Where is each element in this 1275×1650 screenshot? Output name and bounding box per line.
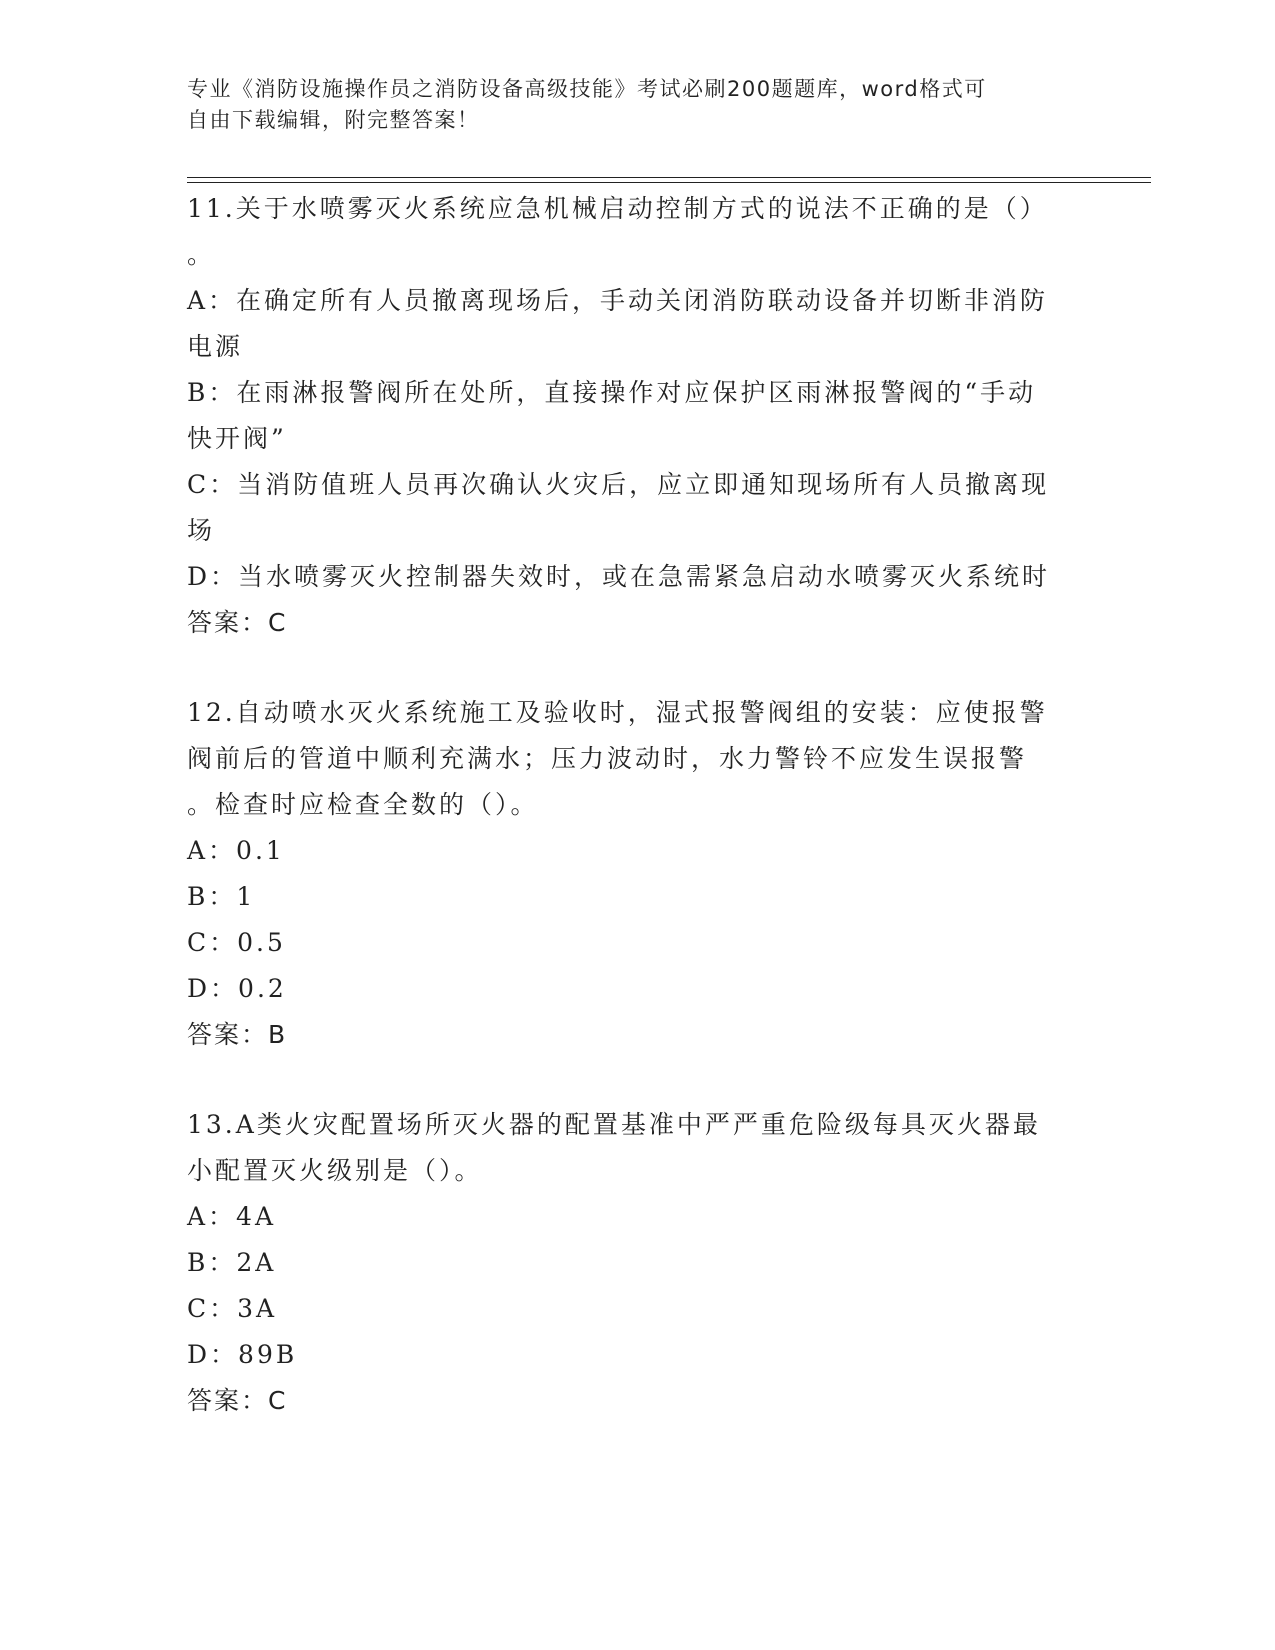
option-b-line: B：在雨淋报警阀所在处所，直接操作对应保护区雨淋报警阀的“手动 <box>187 378 1037 407</box>
option-b-line: B：1 <box>187 882 256 911</box>
header-divider-top <box>187 177 1151 178</box>
question-12 <box>187 690 1067 1058</box>
option-b-line: 快开阀” <box>187 424 287 453</box>
option-d-line: D：0.2 <box>187 974 287 1003</box>
option-c-line: C：3A <box>187 1294 278 1323</box>
answer-label: 答案：B <box>187 1020 288 1049</box>
question-stem-line: 小配置灭火级别是（）。 <box>187 1156 483 1185</box>
option-d-line: D：当水喷雾灭火控制器失效时，或在急需紧急启动水喷雾灭火系统时 <box>187 562 1051 591</box>
question-11 <box>187 186 1067 646</box>
question-spacer <box>187 646 1067 690</box>
header-divider-bottom <box>187 182 1151 183</box>
question-list <box>187 186 1067 1424</box>
question-13 <box>187 1102 1067 1424</box>
option-c-line: 场 <box>187 516 216 545</box>
header-line-1: 专业《消防设施操作员之消防设备高级技能》考试必刷200题题库，word格式可 <box>187 77 987 101</box>
question-stem-line: 。 <box>187 240 216 269</box>
header-line-2: 自由下载编辑，附完整答案！ <box>187 108 480 132</box>
document-header <box>187 74 1067 136</box>
answer-label: 答案：C <box>187 608 288 637</box>
option-c-line: C：0.5 <box>187 928 286 957</box>
question-stem-line: 11.关于水喷雾灭火系统应急机械启动控制方式的说法不正确的是（） <box>187 194 1048 223</box>
question-spacer <box>187 1058 1067 1102</box>
question-stem-line: 12.自动喷水灭火系统施工及验收时，湿式报警阀组的安装：应使报警 <box>187 698 1048 727</box>
option-b-line: B：2A <box>187 1248 277 1277</box>
option-a-line: A：在确定所有人员撤离现场后，手动关闭消防联动设备并切断非消防 <box>187 286 1049 315</box>
answer-label: 答案：C <box>187 1386 288 1415</box>
option-a-line: A：4A <box>187 1202 277 1231</box>
question-stem-line: 阀前后的管道中顺利充满水；压力波动时，水力警铃不应发生误报警 <box>187 744 1028 773</box>
option-a-line: 电源 <box>187 332 244 361</box>
option-d-line: D：89B <box>187 1340 298 1369</box>
option-c-line: C：当消防值班人员再次确认火灾后，应立即通知现场所有人员撤离现 <box>187 470 1050 499</box>
question-stem-line: 13.A类火灾配置场所灭火器的配置基准中严严重危险级每具灭火器最 <box>187 1110 1041 1139</box>
question-stem-line: 。检查时应检查全数的（）。 <box>187 790 539 819</box>
option-a-line: A：0.1 <box>187 836 285 865</box>
